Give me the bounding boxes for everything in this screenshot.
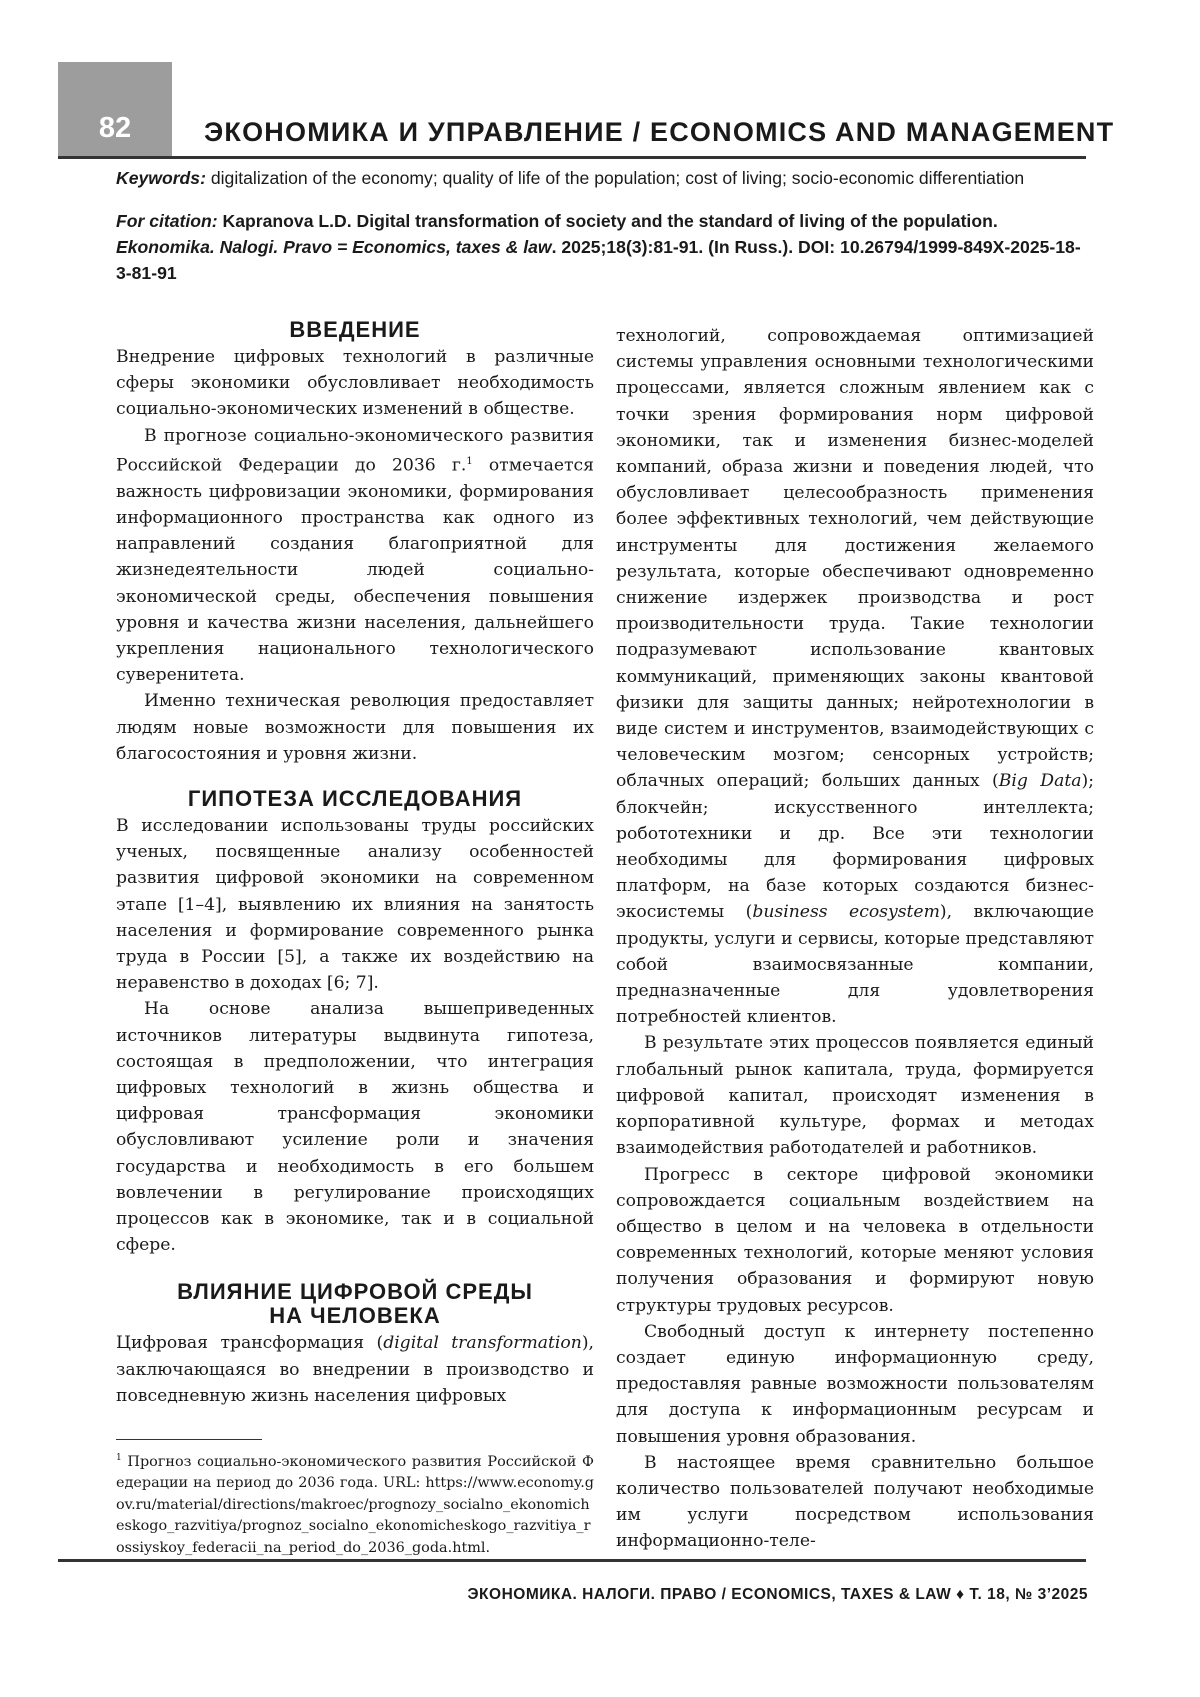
keywords-text: digitalization of the economy; quality of life of the population; cost of living; socio-economic differentiation (210, 168, 1025, 188)
header-rule (58, 156, 1086, 159)
footer-journal: ЭКОНОМИКА. НАЛОГИ. ПРАВО / ECONOMICS, TAXES & LAW (467, 1586, 952, 1603)
paragraph: Внедрение цифровых технологий в различные сферы экономики обусловливает необходимость социально-экономических изменений в обществе. (116, 347, 594, 420)
footer-rule (58, 1559, 1086, 1562)
diamond-icon: ♦ (956, 1586, 965, 1603)
paragraph-text: отмечается важность цифровизации экономики, формирования информационного пространства как одного из направлений создания благоприятной для жизнедеятельности людей социально-экономической среды, обеспечения повышения уровня и качества жизни населения, дальнейшего укрепления национального технологического суверенитета. (116, 455, 594, 686)
paragraph: Свободный доступ к интернету постепенно создает единую информационную среду, предоставляя равные возможности пользователям для доступа к информационным ресурсам и повышения уровня образования. (616, 1321, 1094, 1447)
paragraph: В результате этих процессов появляется единый глобальный рынок капитала, труда, формируется цифровой капитал, происходят изменения в корпоративной культуре, формах и методах взаимодействия работодателей и работников. (616, 1033, 1094, 1159)
paragraph: На основе анализа вышеприведенных источников литературы выдвинута гипотеза, состоящая в предположении, что интеграция цифровых технологий в жизнь общества и цифровая трансформация экономики обусловливают усиление роли и значения государства и необходимость в его большем вовлечении в регулирование происходящих процессов как в экономике, так и в социальной сфере. (116, 999, 594, 1256)
footnote-text: Прогноз социально-экономического развития Российской Федерации на период до 2036 года. URL: https://www.economy.gov.ru/material/directions/makroec/prognozy_socialno_ekonomicheskogo_razvitiya/prognoz_socialno_ekonomicheskogo_razvitiya_rossiyskoy_federacii_na_period_do_2036_goda.html. (116, 1453, 594, 1556)
paragraph-emphasis: digital transformation (383, 1333, 582, 1354)
page-number: 82 (98, 112, 132, 144)
paragraph (116, 1330, 594, 1409)
paragraph (616, 323, 1094, 1030)
paragraph-text: В прогнозе социально-экономического развития Российской Федерации до 2036 г. (116, 425, 594, 476)
citation (116, 208, 1096, 286)
citation-label: For citation: (116, 211, 218, 231)
footer (468, 1586, 1088, 1604)
paragraph-text: ), включающие продукты, услуги и сервисы, которые представляют собой взаимосвязанные компании, предназначенные для удовлетворения потребностей клиентов. (616, 902, 1094, 1028)
left-column (116, 318, 594, 1559)
footnote-number: 1 (116, 1453, 122, 1464)
paragraph: В исследовании использованы труды российских ученых, посвященные анализу особенностей развития цифровой экономики на современном этапе [1–4], выявлению их влияния на занятость населения и формирование современного рынка труда в России [5], а также их воздействию на неравенство в доходах [6; 7]. (116, 815, 594, 994)
footer-issue: Т. 18, № 3’2025 (969, 1586, 1088, 1603)
keywords-label: Keywords: (116, 168, 206, 188)
paragraph: В настоящее время сравнительно большое количество пользователей получают необходимые им услуги посредством использования информационно-теле- (616, 1452, 1094, 1552)
paragraph-text: Цифровая трансформация ( (116, 1333, 384, 1354)
paragraph-emphasis: Big Data (998, 771, 1082, 792)
heading-digital-influence (116, 1280, 594, 1328)
paragraph-text: ); блокчейн; искусственного интеллекта; робототехники и др. Все эти технологии необходимы для формирования цифровых платформ, на базе которых создаются бизнес-экосистемы ( (616, 771, 1094, 923)
paragraph: Прогресс в секторе цифровой экономики сопровождается социальным воздействием на общество в целом и на человека в отдельности современных технологий, которые меняют условия получения образования и формируют новую структуры трудовых ресурсов. (616, 1164, 1094, 1316)
footnote-ref: 1 (466, 455, 473, 467)
section-title: ЭКОНОМИКА И УПРАВЛЕНИЕ / ECONOMICS AND MANAGEMENT (204, 117, 1115, 147)
footnote (116, 1448, 594, 1559)
footnote-rule (116, 1439, 262, 1440)
citation-journal: Ekonomika. Nalogi. Pravo = Economics, taxes & law (116, 237, 552, 257)
paragraph-text: технологий, сопровождаемая оптимизацией системы управления основными технологическими процессами, является сложным явлением как с точки зрения формирования норм цифровой экономики, так и изменения бизнес-моделей компаний, образа жизни и поведения людей, что обусловливает целесообразность применения более эффективных технологий, чем действующие инструменты для достижения желаемого результата, которые обеспечивают одновременно снижение издержек производства и рост производительности труда. Такие технологии подразумевают использование квантовых коммуникаций, применяющих законы квантовой физики для защиты данных; нейротехнологии в виде систем и инструментов, взаимодействующих с человеческим мозгом; сенсорных устройств; облачных операций; больших данных ( (616, 326, 1094, 792)
citation-details: . 2025;18(3):81-91. (In Russ.). DOI: 10.26794/1999-849X-2025-18-3-81-91 (116, 237, 1081, 283)
citation-authors-title: Kapranova L.D. Digital transformation of society and the standard of living of the population. (222, 211, 998, 231)
paragraph (116, 423, 594, 689)
keywords (116, 165, 1096, 191)
paragraph-emphasis: business ecosystem (752, 902, 940, 923)
heading-line: НА ЧЕЛОВЕКА (269, 1303, 441, 1329)
heading-hypothesis: ГИПОТЕЗА ИССЛЕДОВАНИЯ (187, 785, 523, 811)
paragraph: Именно техническая революция предоставляет людям новые возможности для повышения их благосостояния и уровня жизни. (116, 691, 594, 764)
heading-line: ВЛИЯНИЕ ЦИФРОВОЙ СРЕДЫ (177, 1279, 533, 1305)
paragraph-text: ), заключающаяся во внедрении в производство и повседневную жизнь населения цифровых (116, 1333, 594, 1406)
right-column (616, 323, 1094, 1555)
heading-introduction: ВВЕДЕНИЕ (289, 317, 421, 342)
